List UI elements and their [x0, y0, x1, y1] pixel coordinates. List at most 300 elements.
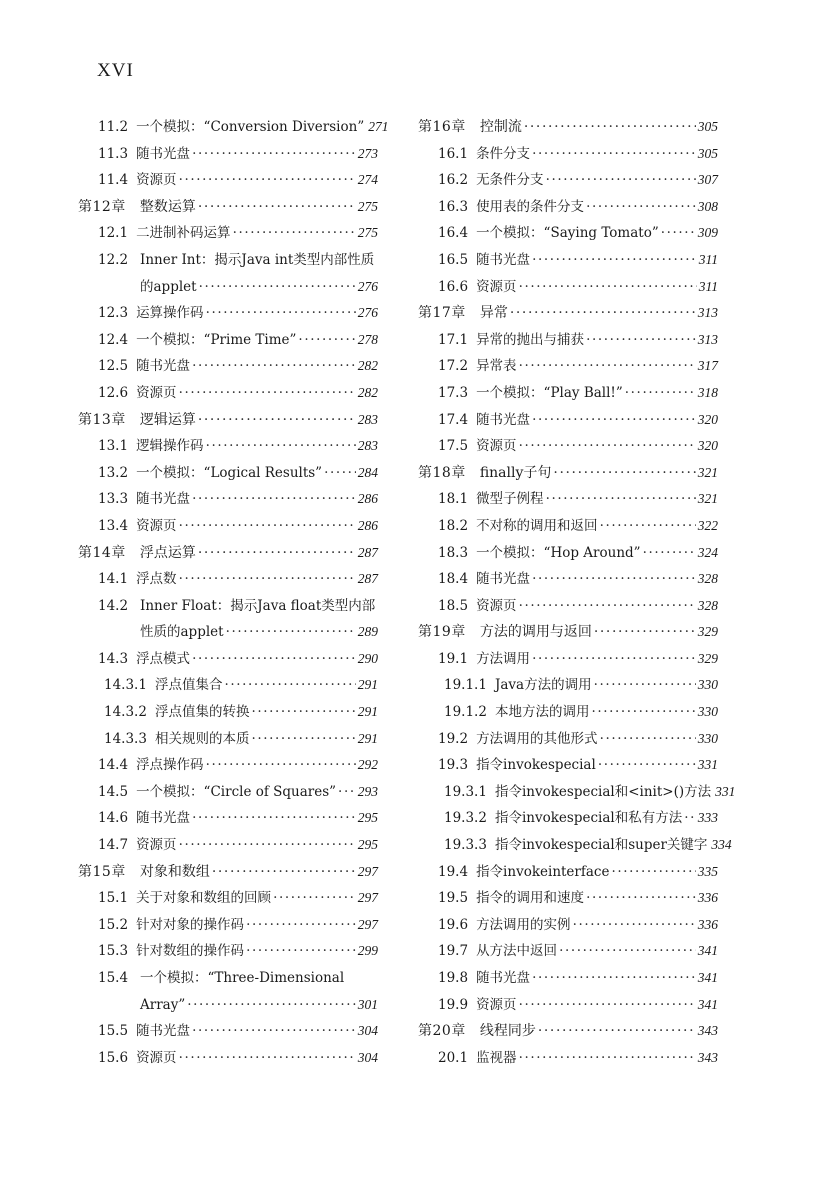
- toc-section-entry: [78, 836, 378, 863]
- toc-leader-dots: [532, 650, 696, 668]
- toc-entry-page: 286: [357, 491, 378, 507]
- toc-leader-dots: [532, 145, 696, 163]
- toc-leader-dots: [586, 198, 696, 216]
- toc-leader-dots: [611, 863, 695, 881]
- toc-entry-page: 293: [357, 783, 378, 799]
- toc-section-entry: [418, 756, 718, 783]
- toc-entry-page: 318: [697, 384, 718, 400]
- toc-entry-number: 11.3: [98, 145, 129, 162]
- toc-leader-dots: [519, 357, 696, 375]
- toc-section-entry: [418, 437, 718, 464]
- toc-entry-page: 287: [357, 544, 378, 560]
- toc-entry-number: 14.3.2: [104, 704, 147, 721]
- toc-leader-dots: [546, 490, 696, 508]
- toc-leader-dots: [192, 490, 356, 508]
- toc-entry-title: 资源页: [476, 996, 517, 1013]
- toc-entry-page: 283: [357, 411, 378, 427]
- toc-entry-title: 指令invokespecial和super关键字: [494, 837, 708, 854]
- toc-entry-page: 333: [697, 810, 718, 826]
- toc-entry-page: 322: [697, 517, 718, 533]
- toc-entry-page: 287: [357, 571, 378, 587]
- toc-entry-page: 278: [357, 331, 378, 347]
- toc-leader-dots: [198, 544, 356, 562]
- toc-section-entry: [78, 224, 378, 251]
- toc-entry-number: 19.3.2: [444, 810, 487, 827]
- toc-entry-title: 随书光盘: [136, 491, 191, 508]
- toc-leader-dots: [573, 916, 696, 934]
- toc-section-entry: [78, 357, 378, 384]
- toc-entry-title: 浮点操作码: [136, 757, 204, 774]
- toc-entry-number: 16.4: [438, 225, 469, 242]
- toc-leader-dots: [594, 676, 696, 694]
- toc-entry-number: 12.2: [98, 251, 129, 268]
- toc-leader-dots: [510, 304, 696, 322]
- toc-entry-page: 295: [357, 810, 378, 826]
- toc-entry-number: 第18章: [418, 464, 466, 481]
- toc-entry-page: 275: [357, 198, 378, 214]
- toc-entry-page: 334: [711, 837, 732, 853]
- toc-entry-title: 资源页: [476, 438, 517, 455]
- page-number: XVI: [97, 60, 134, 81]
- toc-entry-number: 17.1: [438, 331, 469, 348]
- toc-entry-page: 330: [697, 730, 718, 746]
- toc-chapter-entry: [78, 198, 378, 225]
- toc-entry-number: 14.3.1: [104, 677, 147, 694]
- toc-leader-dots: [586, 889, 696, 907]
- toc-entry-number: 第15章: [78, 863, 126, 880]
- toc-entry-title: 指令invokespecial和<init>()方法: [494, 783, 712, 800]
- toc-entry-page: 309: [697, 225, 718, 241]
- toc-section-entry: [78, 969, 378, 996]
- toc-leader-dots: [532, 251, 697, 269]
- toc-leader-dots: [598, 756, 696, 774]
- toc-leader-dots: [233, 224, 356, 242]
- toc-entry-number: 第19章: [418, 624, 466, 641]
- toc-section-entry: [418, 650, 718, 677]
- toc-entry-page: 328: [697, 571, 718, 587]
- toc-entry-title: 从方法中返回: [476, 943, 558, 960]
- toc-leader-dots: [684, 809, 696, 827]
- toc-entry-title: 指令的调用和速度: [476, 890, 585, 907]
- toc-section-entry: [78, 783, 378, 810]
- toc-section-entry: [418, 916, 718, 943]
- toc-entry-page: 299: [357, 943, 378, 959]
- toc-leader-dots: [199, 278, 356, 296]
- toc-entry-number: 19.1: [438, 650, 469, 667]
- toc-entry-title: finally子句: [479, 464, 552, 481]
- toc-entry-title: 资源页: [136, 172, 177, 189]
- toc-entry-title: 异常表: [476, 358, 517, 375]
- toc-entry-page: 336: [697, 916, 718, 932]
- toc-leader-dots: [251, 730, 355, 748]
- toc-entry-title: 指令invokespecial: [476, 757, 596, 774]
- toc-entry-title: 微型子例程: [476, 491, 544, 508]
- toc-entry-title: 逻辑运算: [139, 411, 196, 428]
- toc-leader-dots: [519, 996, 696, 1014]
- toc-entry-title: 一个模拟：“Three-Dimensional: [140, 970, 345, 986]
- toc-subsection-entry: [418, 703, 718, 730]
- toc-section-entry: [418, 570, 718, 597]
- toc-leader-dots: [206, 756, 356, 774]
- toc-entry-number: 18.5: [438, 597, 469, 614]
- toc-entry-page: 311: [698, 251, 718, 267]
- toc-entry-title: 指令invokeinterface: [476, 863, 610, 880]
- toc-section-entry: [418, 730, 718, 757]
- toc-leader-dots: [179, 517, 356, 535]
- toc-leader-dots: [538, 1022, 696, 1040]
- toc-section-entry: [418, 331, 718, 358]
- toc-entry-number: 15.5: [98, 1023, 129, 1040]
- toc-entry-page: 304: [357, 1049, 378, 1065]
- toc-chapter-entry: [78, 544, 378, 571]
- toc-entry-number: 16.5: [438, 251, 469, 268]
- toc-section-entry: [418, 278, 718, 305]
- toc-leader-dots: [553, 464, 695, 482]
- toc-entry-title: Array”: [140, 996, 186, 1013]
- toc-section-entry: [418, 171, 718, 198]
- toc-entry-title: 随书光盘: [476, 411, 531, 428]
- toc-entry-number: 19.3.3: [444, 837, 487, 854]
- toc-leader-dots: [179, 1049, 356, 1067]
- toc-leader-dots: [338, 783, 356, 801]
- toc-entry-number: 12.4: [98, 331, 129, 348]
- toc-entry-title: 整数运算: [139, 198, 196, 215]
- toc-entry-title: 一个模拟：“Play Ball!”: [476, 384, 623, 401]
- toc-entry-number: 17.5: [438, 438, 469, 455]
- toc-chapter-entry: [418, 1022, 718, 1049]
- toc-entry-number: 14.3: [98, 650, 129, 667]
- toc-leader-dots: [206, 437, 356, 455]
- toc-subsection-entry: [418, 783, 736, 810]
- toc-entry-title: 监视器: [476, 1049, 517, 1066]
- toc-entry-number: 19.9: [438, 996, 469, 1013]
- toc-entry-page: 274: [357, 172, 378, 188]
- toc-entry-title: 随书光盘: [136, 1023, 191, 1040]
- toc-entry-number: 13.2: [98, 464, 129, 481]
- toc-entry-number: 19.1.2: [444, 704, 487, 721]
- toc-entry-number: 16.3: [438, 198, 469, 215]
- toc-entry-number: 15.3: [98, 943, 129, 960]
- toc-entry-title: 资源页: [136, 517, 177, 534]
- toc-entry-number: 19.3.1: [444, 783, 487, 800]
- toc-entry-number: 17.3: [438, 384, 469, 401]
- toc-entry-title: 一个模拟：“Saying Tomato”: [476, 225, 659, 242]
- toc-entry-number: 19.1.1: [444, 677, 487, 694]
- toc-entry-title: 浮点运算: [139, 544, 196, 561]
- toc-entry-number: 第17章: [418, 305, 466, 322]
- toc-entry-title: 一个模拟：“Logical Results”: [136, 464, 323, 481]
- toc-entry-title: 的applet: [140, 278, 197, 295]
- toc-entry-title: 使用表的条件分支: [476, 198, 585, 215]
- toc-entry-page: 321: [697, 464, 718, 480]
- toc-entry-number: 16.6: [438, 278, 469, 295]
- toc-section-entry: [418, 224, 718, 251]
- toc-entry-page: 276: [357, 278, 378, 294]
- toc-section-entry: [78, 251, 378, 278]
- toc-section-entry: [78, 889, 378, 916]
- toc-entry-number: 14.4: [98, 757, 129, 774]
- toc-chapter-entry: [418, 464, 718, 491]
- toc-leader-dots: [643, 544, 696, 562]
- toc-section-entry: [78, 650, 378, 677]
- toc-entry-number: 18.3: [438, 544, 469, 561]
- toc-entry-page: 289: [357, 624, 378, 640]
- toc-entry-title: 二进制补码运算: [136, 225, 231, 242]
- toc-entry-number: 12.6: [98, 384, 129, 401]
- toc-entry-page: 329: [697, 650, 718, 666]
- toc-entry-title: 线程同步: [479, 1023, 536, 1040]
- toc-leader-dots: [532, 969, 696, 987]
- toc-entry-page: 276: [357, 305, 378, 321]
- toc-entry-page: 282: [357, 358, 378, 374]
- toc-section-entry: [78, 464, 378, 491]
- toc-entry-title: 关于对象和数组的回顾: [136, 890, 272, 907]
- toc-leader-dots: [187, 996, 356, 1014]
- toc-entry-number: 第20章: [418, 1023, 466, 1040]
- toc-section-entry: [418, 544, 718, 571]
- toc-entry-page: 292: [357, 757, 378, 773]
- toc-entry-title: 相关规则的本质: [154, 730, 250, 747]
- toc-entry-title: 针对对象的操作码: [136, 916, 245, 933]
- toc-entry-title: 随书光盘: [136, 145, 191, 162]
- toc-section-entry: [418, 145, 718, 172]
- toc-entry-page: 336: [697, 890, 718, 906]
- toc-section-entry: [418, 357, 718, 384]
- toc-entry-page: 321: [697, 491, 718, 507]
- toc-section-entry: [418, 863, 718, 890]
- toc-section-entry: [78, 145, 378, 172]
- toc-chapter-entry: [78, 411, 378, 438]
- toc-entry-page: 343: [697, 1023, 718, 1039]
- toc-leader-dots: [591, 703, 695, 721]
- toc-leader-dots: [224, 676, 355, 694]
- toc-entry-page: 324: [697, 544, 718, 560]
- toc-entry-number: 20.1: [438, 1049, 469, 1066]
- toc-entry-page: 297: [357, 890, 378, 906]
- toc-leader-dots: [192, 357, 356, 375]
- toc-entry-title: 浮点数: [136, 571, 177, 588]
- toc-entry-number: 14.1: [98, 571, 129, 588]
- toc-subsection-entry: [78, 676, 378, 703]
- toc-entry-page: 305: [697, 119, 718, 134]
- toc-entry-number: 13.1: [98, 438, 129, 455]
- toc-entry-title: 随书光盘: [476, 251, 531, 268]
- toc-entry-page: 275: [357, 225, 378, 241]
- toc-entry-title: 运算操作码: [136, 305, 204, 322]
- toc-leader-dots: [532, 411, 696, 429]
- toc-entry-number: 第12章: [78, 198, 126, 215]
- toc-entry-page: 329: [697, 624, 718, 640]
- toc-entry-title: 一个模拟：“Circle of Squares”: [136, 783, 337, 800]
- toc-leader-dots: [524, 118, 696, 136]
- toc-chapter-entry: [418, 623, 718, 650]
- toc-entry-title: 一个模拟：“Conversion Diversion”: [136, 119, 365, 135]
- toc-section-entry: [418, 411, 718, 438]
- toc-section-entry: [78, 756, 378, 783]
- toc-entry-number: 16.2: [438, 172, 469, 189]
- toc-leader-dots: [519, 437, 696, 455]
- toc-chapter-entry: [418, 118, 718, 145]
- toc-entry-title: 浮点值集合: [154, 677, 223, 694]
- toc-entry-page: 313: [697, 305, 718, 321]
- toc-entry-page: 283: [357, 438, 378, 454]
- toc-section-entry: [78, 331, 378, 358]
- toc-entry-page: 295: [357, 837, 378, 853]
- toc-leader-dots: [179, 171, 356, 189]
- toc-section-entry: [78, 437, 378, 464]
- toc-entry-page: 301: [357, 996, 378, 1012]
- toc-entry-page: 304: [357, 1023, 378, 1039]
- toc-entry-page: 297: [357, 916, 378, 932]
- toc-leader-dots: [586, 331, 696, 349]
- toc-entry-page: 335: [697, 863, 718, 879]
- toc-entry-title: 对象和数组: [139, 863, 210, 880]
- toc-entry-title: 不对称的调用和返回: [476, 517, 598, 534]
- toc-section-entry: [78, 942, 378, 969]
- toc-leader-dots: [519, 278, 697, 296]
- toc-entry-title: 随书光盘: [136, 810, 191, 827]
- toc-entry-number: 第14章: [78, 544, 126, 561]
- toc-leader-dots: [273, 889, 356, 907]
- toc-subsection-entry: [78, 730, 378, 757]
- toc-section-entry: [78, 1022, 378, 1049]
- toc-entry-title: 控制流: [479, 119, 522, 135]
- toc-section-entry: [78, 570, 378, 597]
- toc-entry-number: 19.7: [438, 943, 469, 960]
- toc-entry-page: 291: [357, 677, 378, 693]
- toc-entry-page: 320: [697, 411, 718, 427]
- toc-entry-title: 方法调用: [476, 650, 531, 667]
- toc-entry-title: 资源页: [136, 384, 177, 401]
- toc-entry-title: 异常的抛出与捕获: [476, 331, 585, 348]
- toc-entry-title: 本地方法的调用: [494, 704, 590, 721]
- toc-entry-title: 异常: [479, 305, 508, 322]
- toc-entry-page: 291: [357, 730, 378, 746]
- toc-entry-number: 16.1: [438, 145, 469, 162]
- toc-entry-number: 19.3: [438, 757, 469, 774]
- toc-entry-page: 328: [697, 597, 718, 613]
- toc-leader-dots: [519, 597, 696, 615]
- toc-section-entry: [418, 384, 718, 411]
- toc-entry-page: 343: [697, 1049, 718, 1065]
- toc-entry-number: 19.8: [438, 970, 469, 986]
- toc-section-entry: [418, 490, 718, 517]
- toc-leader-dots: [206, 304, 356, 322]
- toc-leader-dots: [198, 411, 356, 429]
- toc-entry-number: 17.4: [438, 411, 469, 428]
- toc-entry-title: 资源页: [476, 278, 517, 295]
- toc-leader-dots: [324, 464, 356, 482]
- toc-entry-page: 331: [697, 757, 718, 773]
- toc-entry-number: 15.2: [98, 916, 129, 933]
- toc-entry-number: 第13章: [78, 411, 126, 428]
- toc-subsection-entry: [418, 676, 718, 703]
- toc-entry-title: 无条件分支: [476, 172, 544, 189]
- toc-entry-number: 13.3: [98, 491, 129, 508]
- toc-chapter-entry: [418, 304, 718, 331]
- toc-entry-page: 308: [697, 198, 718, 214]
- toc-entry-number: 17.2: [438, 358, 469, 375]
- toc-entry-continuation: [78, 623, 378, 650]
- toc-entry-page: 291: [357, 704, 378, 720]
- toc-section-entry: [418, 942, 718, 969]
- toc-right-column: [418, 118, 736, 1075]
- toc-section-entry: [78, 597, 378, 624]
- toc-leader-dots: [251, 703, 355, 721]
- toc-entry-title: 方法调用的其他形式: [476, 730, 598, 747]
- toc-section-entry: [418, 251, 718, 278]
- toc-leader-dots: [600, 730, 696, 748]
- toc-leader-dots: [179, 384, 356, 402]
- toc-entry-number: 14.7: [98, 837, 129, 854]
- toc-entry-title: 逻辑操作码: [136, 438, 204, 455]
- toc-entry-page: 331: [715, 783, 736, 799]
- toc-entry-title: 方法的调用与返回: [479, 624, 592, 641]
- toc-leader-dots: [192, 650, 356, 668]
- toc-entry-title: 浮点模式: [136, 650, 191, 667]
- toc-entry-page: 286: [357, 517, 378, 533]
- toc-leader-dots: [192, 809, 356, 827]
- toc-entry-number: 14.5: [98, 783, 129, 800]
- toc-entry-number: 18.2: [438, 517, 469, 534]
- toc-entry-number: 14.2: [98, 597, 129, 614]
- toc-entry-title: Java方法的调用: [494, 677, 592, 694]
- toc-entry-page: 273: [357, 145, 378, 161]
- toc-section-entry: [418, 517, 718, 544]
- toc-entry-title: 性质的applet: [140, 624, 224, 641]
- toc-entry-title: 针对数组的操作码: [136, 943, 245, 960]
- toc-entry-number: 14.3.3: [104, 730, 147, 747]
- toc-leader-dots: [519, 1049, 696, 1067]
- toc-entry-continuation: [78, 278, 378, 305]
- toc-section-entry: [78, 916, 378, 943]
- toc-entry-number: 15.1: [98, 890, 129, 907]
- toc-entry-number: 14.6: [98, 810, 129, 827]
- toc-entry-page: 311: [698, 278, 718, 294]
- toc-section-entry: [418, 198, 718, 225]
- toc-entry-number: 12.3: [98, 305, 129, 322]
- toc-entry-number: 19.2: [438, 730, 469, 747]
- toc-entry-title: Inner Int：揭示Java int类型内部性质: [140, 251, 375, 268]
- toc-entry-number: 15.4: [98, 970, 129, 986]
- toc-entry-number: 19.4: [438, 863, 469, 880]
- toc-leader-dots: [192, 1022, 356, 1040]
- toc-section-entry: [418, 996, 718, 1023]
- toc-entry-number: 第16章: [418, 119, 466, 135]
- toc-entry-page: 284: [357, 464, 378, 480]
- toc-entry-title: 资源页: [136, 837, 177, 854]
- toc-section-entry: [418, 969, 718, 996]
- toc-entry-title: 随书光盘: [136, 358, 191, 375]
- toc-entry-title: 随书光盘: [476, 571, 531, 588]
- toc-entry-number: 19.6: [438, 916, 469, 933]
- toc-entry-number: 15.6: [98, 1049, 129, 1066]
- toc-entry-title: 资源页: [136, 1049, 177, 1066]
- toc-leader-dots: [246, 916, 356, 934]
- toc-leader-dots: [546, 171, 696, 189]
- toc-leader-dots: [192, 145, 356, 163]
- toc-section-entry: [418, 1049, 718, 1076]
- toc-entry-number: 11.4: [98, 172, 129, 189]
- toc-entry-title: 浮点值集的转换: [154, 704, 250, 721]
- toc-entry-number: 19.5: [438, 890, 469, 907]
- toc-subsection-entry: [78, 703, 378, 730]
- toc-section-entry: [78, 118, 389, 145]
- toc-leader-dots: [661, 224, 696, 242]
- toc-entry-page: 341: [697, 943, 718, 959]
- toc-entry-number: 12.5: [98, 358, 129, 375]
- toc-leader-dots: [532, 570, 696, 588]
